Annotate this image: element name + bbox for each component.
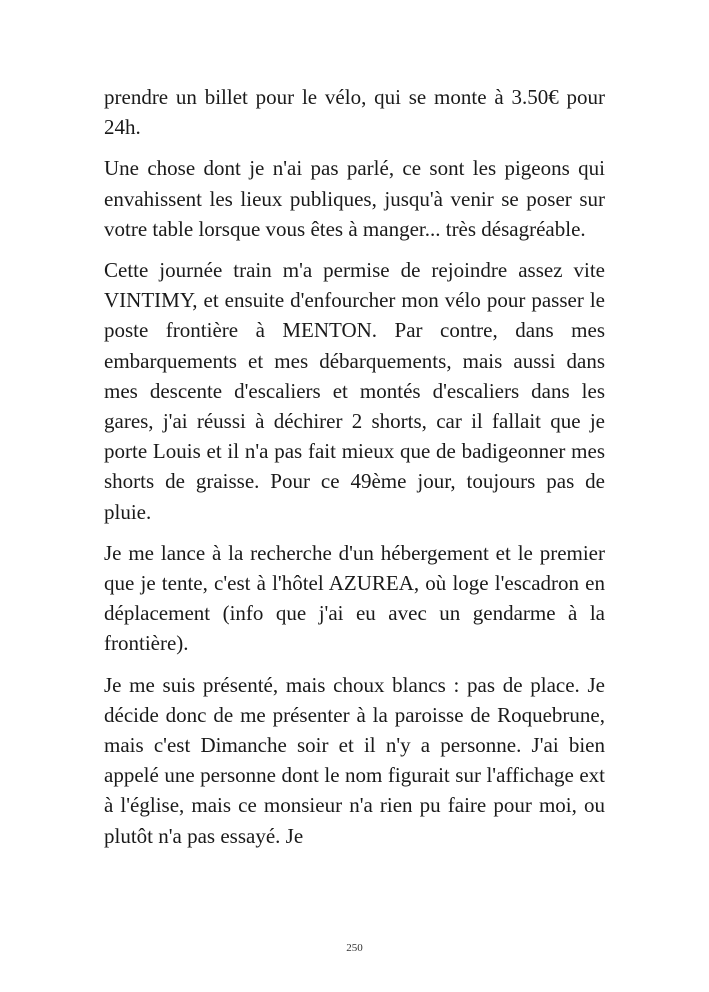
paragraph-1: prendre un billet pour le vélo, qui se monte à 3.50€ pour 24h. <box>104 85 605 140</box>
paragraph-5: Je me suis présenté, mais choux blancs : pas de place. Je décide donc de me présenter à la paroisse de Roquebrune, mais c'est Dimanche soir et il n'y a personne. J'ai bien appelé une personne dont le nom figurait sur l'affichage ext à l'église, mais ce monsieur n'a rien pu faire pour moi, ou plutôt n'a pas essayé. Je <box>104 672 605 848</box>
paragraph-2: Une chose dont je n'ai pas parlé, ce sont les pigeons qui envahissent les lieux publiques, jusqu'à venir se poser sur votre table lorsque vous êtes à manger... très désagréable. <box>104 156 605 241</box>
page-number: 250 <box>346 942 363 954</box>
body-text <box>104 82 605 862</box>
paragraph-4: Je me lance à la recherche d'un hébergement et le premier que je tente, c'est à l'hôtel AZUREA, où loge l'escadron en déplacement (info que j'ai eu avec un gendarme à la frontière). <box>104 540 605 656</box>
paragraph-3: Cette journée train m'a permise de rejoindre assez vite VINTIMY, et ensuite d'enfourcher mon vélo pour passer le poste frontière à MENTON. Par contre, dans mes embarquements et mes débarquements, mais aussi dans mes descente d'escaliers et montés d'escaliers dans les gares, j'ai réussi à déchirer 2 shorts, car il fallait que je porte Louis et il n'a pas fait mieux que de badigeonner mes shorts de graisse. Pour ce 49ème jour, toujours pas de pluie. <box>104 258 605 524</box>
